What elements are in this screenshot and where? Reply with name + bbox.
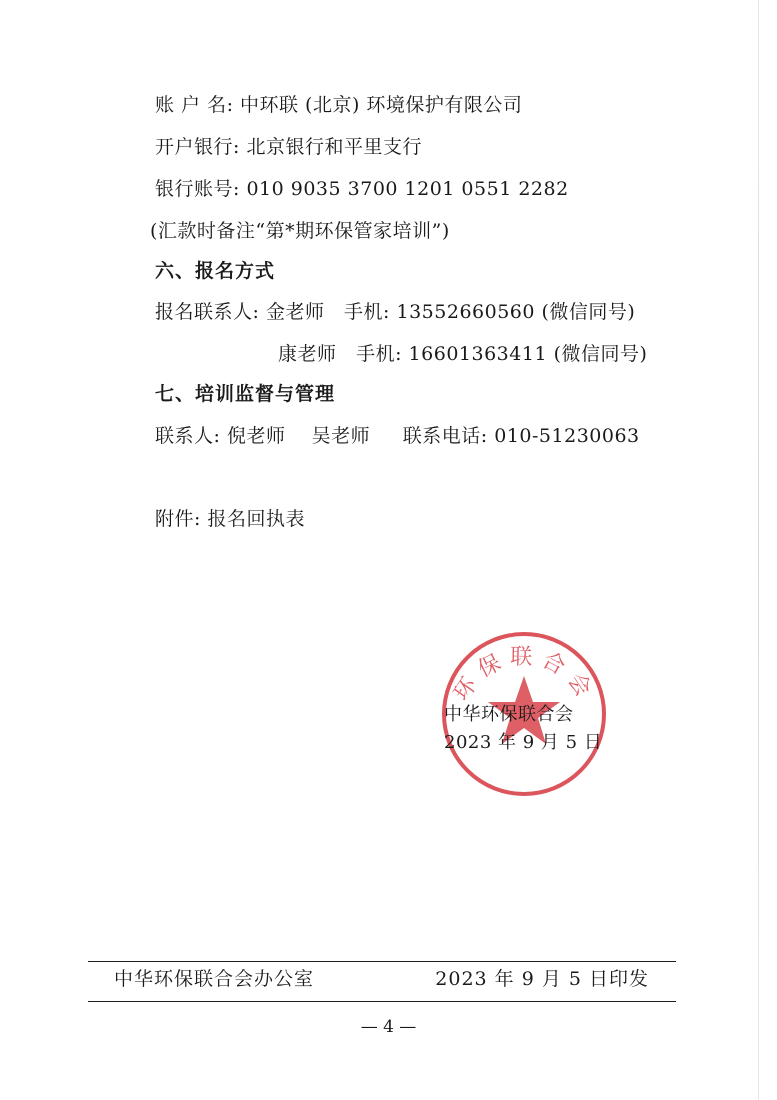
footer-top-rule xyxy=(88,961,676,962)
signature-date: 2023 年 9 月 5 日 xyxy=(444,732,603,753)
account-name-line: 账 户 名: 中环联 (北京) 环境保护有限公司 xyxy=(155,94,523,116)
remittance-remark: (汇款时备注“第*期环保管家培训”) xyxy=(150,220,450,242)
attachment-line: 附件: 报名回执表 xyxy=(155,508,305,530)
registration-contact-2: 康老师 手机: 16601363411 (微信同号) xyxy=(278,343,648,365)
footer-issuer: 中华环保联合会办公室 xyxy=(114,968,315,990)
scan-edge xyxy=(758,0,759,1100)
footer-issue-date: 2023 年 9 月 5 日印发 xyxy=(435,968,649,990)
registration-contact-1: 报名联系人: 金老师 手机: 13552660560 (微信同号) xyxy=(155,301,636,323)
bank-line: 开户银行: 北京银行和平里支行 xyxy=(155,136,422,158)
signature-org: 中华环保联合会 xyxy=(444,704,574,725)
seal-arc-text: 环保联合会 xyxy=(449,644,600,708)
footer-bottom-rule xyxy=(88,1001,676,1002)
page-number: — 4 — xyxy=(360,1017,417,1037)
section7-heading: 七、培训监督与管理 xyxy=(155,383,336,405)
supervision-contact: 联系人: 倪老师 吴老师 联系电话: 010-51230063 xyxy=(155,425,640,447)
section6-heading: 六、报名方式 xyxy=(155,260,276,282)
account-number-line: 银行账号: 010 9035 3700 1201 0551 2282 xyxy=(155,178,569,200)
